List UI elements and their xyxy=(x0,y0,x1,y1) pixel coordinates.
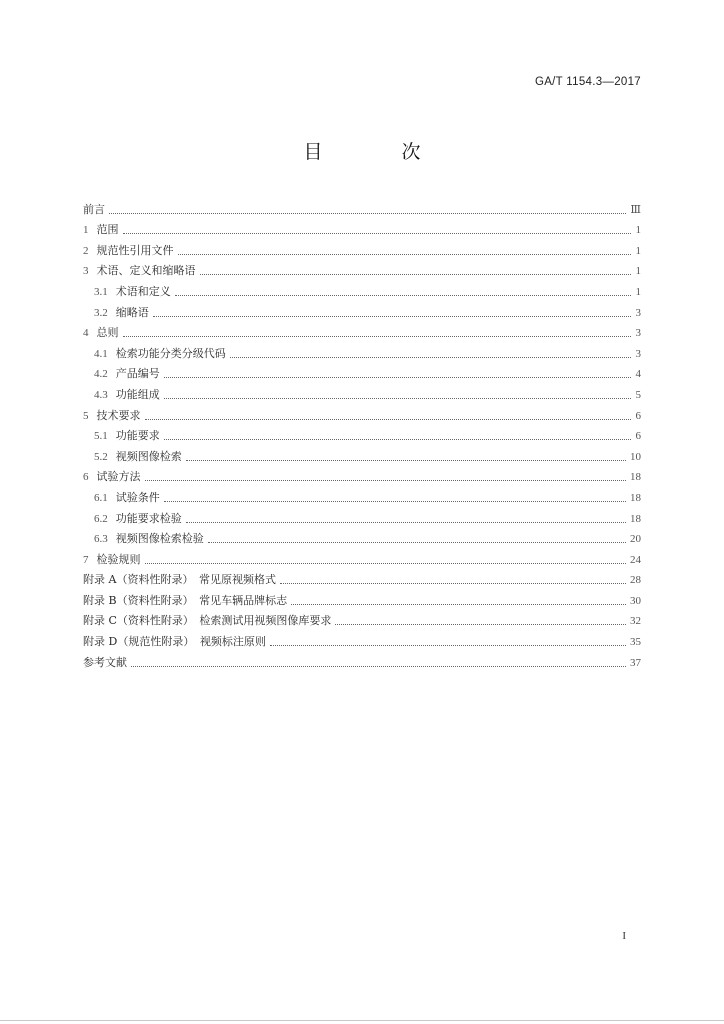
toc-entry-page: 1 xyxy=(635,285,641,298)
toc-entry-page: 3 xyxy=(635,327,641,340)
toc-entry-page: 5 xyxy=(635,388,641,401)
toc-entry-number: 4.3 xyxy=(94,388,108,401)
toc-leader-dots xyxy=(186,522,626,523)
toc-entry[interactable] xyxy=(83,381,641,402)
toc-entry-label: 参考文献 xyxy=(83,655,127,669)
toc-entry-number: 2 xyxy=(83,244,89,257)
toc-entry[interactable] xyxy=(83,258,641,279)
toc-entry-page: 28 xyxy=(630,574,641,587)
toc-leader-dots xyxy=(145,563,627,564)
toc-entry-number: 6.2 xyxy=(94,512,108,525)
toc-entry-label: 术语、定义和缩略语 xyxy=(96,264,196,278)
toc-entry-page: 18 xyxy=(630,512,641,525)
toc-entry-number: 6.1 xyxy=(94,491,108,504)
toc-entry[interactable] xyxy=(83,237,641,258)
toc-entry[interactable] xyxy=(83,299,641,320)
toc-entry-page: 6 xyxy=(635,430,641,443)
toc-entry[interactable] xyxy=(83,649,641,670)
toc-leader-dots xyxy=(208,542,626,543)
toc-entry-label: 规范性引用文件 xyxy=(96,243,174,257)
toc-entry-page: 37 xyxy=(630,656,641,669)
toc-entry[interactable] xyxy=(83,464,641,485)
toc-entry-label: 附录 B（资料性附录） 常见车辆品牌标志 xyxy=(83,593,288,607)
toc-entry[interactable] xyxy=(83,278,641,299)
toc-entry-label: 前言 xyxy=(83,202,105,216)
toc-leader-dots xyxy=(270,645,626,646)
toc-entry-number: 5.2 xyxy=(94,450,108,463)
toc-entry-label: 功能组成 xyxy=(115,387,160,401)
toc-entry-label: 总则 xyxy=(96,326,119,340)
toc-entry-number: 4 xyxy=(83,327,89,340)
toc-entry-page: 1 xyxy=(635,265,641,278)
toc-leader-dots xyxy=(291,604,626,605)
toc-entry[interactable] xyxy=(83,567,641,588)
toc-entry[interactable] xyxy=(83,484,641,505)
toc-entry[interactable] xyxy=(83,546,641,567)
toc-entry-label: 试验方法 xyxy=(96,470,141,484)
page-bottom-divider xyxy=(0,1020,724,1021)
toc-entry-number: 5.1 xyxy=(94,430,108,443)
toc-entry-label: 功能要求 xyxy=(115,429,160,443)
toc-entry-page: 18 xyxy=(630,471,641,484)
toc-leader-dots xyxy=(175,295,631,296)
toc-entry[interactable] xyxy=(83,443,641,464)
toc-entry-page: Ⅲ xyxy=(630,203,641,216)
toc-leader-dots xyxy=(178,254,632,255)
toc-entry-label: 产品编号 xyxy=(115,367,160,381)
toc-entry-label: 视频图像检索检验 xyxy=(115,532,204,546)
toc-leader-dots xyxy=(123,336,632,337)
toc-leader-dots xyxy=(145,480,627,481)
toc-entry-label: 附录 C（资料性附录） 检索测试用视频图像库要求 xyxy=(83,614,332,628)
toc-leader-dots xyxy=(164,398,631,399)
toc-entry-label: 检索功能分类分级代码 xyxy=(115,346,226,360)
toc-entry-number: 6.3 xyxy=(94,533,108,546)
toc-entry-page: 3 xyxy=(635,347,641,360)
toc-entry-page: 18 xyxy=(630,491,641,504)
toc-leader-dots xyxy=(153,316,631,317)
toc-leader-dots xyxy=(280,583,626,584)
toc-entry-number: 6 xyxy=(83,471,89,484)
toc-entry-number: 5 xyxy=(83,409,89,422)
toc-entry[interactable] xyxy=(83,340,641,361)
toc-entry[interactable] xyxy=(83,402,641,423)
toc-entry-page: 32 xyxy=(630,615,641,628)
page-number: I xyxy=(622,930,626,942)
page-title: 目 次 xyxy=(303,141,451,163)
toc-entry[interactable] xyxy=(83,526,641,547)
toc-leader-dots xyxy=(123,233,632,234)
toc-entry-number: 4.2 xyxy=(94,368,108,381)
toc-entry[interactable] xyxy=(83,196,641,217)
toc-entry-page: 6 xyxy=(635,409,641,422)
standard-code: GA/T 1154.3—2017 xyxy=(534,76,641,88)
toc-entry-page: 10 xyxy=(630,450,641,463)
toc-entry-number: 3 xyxy=(83,265,89,278)
toc-entry[interactable] xyxy=(83,217,641,238)
toc-entry-page: 1 xyxy=(635,224,641,237)
toc-entry-page: 1 xyxy=(635,244,641,257)
toc-entry-number: 3.1 xyxy=(94,285,108,298)
toc-leader-dots xyxy=(186,460,626,461)
toc-entry-label: 范围 xyxy=(96,223,119,237)
toc-leader-dots xyxy=(230,357,631,358)
toc-leader-dots xyxy=(335,624,626,625)
toc-leader-dots xyxy=(164,501,626,502)
toc-entry-page: 20 xyxy=(630,533,641,546)
toc-entry-page: 3 xyxy=(635,306,641,319)
toc-leader-dots xyxy=(164,377,631,378)
toc-entry-label: 缩略语 xyxy=(115,305,149,319)
toc-entry-label: 附录 D（规范性附录） 视频标注原则 xyxy=(83,635,266,649)
toc-entry[interactable] xyxy=(83,320,641,341)
toc-entry-label: 附录 A（资料性附录） 常见原视频格式 xyxy=(83,573,276,587)
toc-entry-label: 试验条件 xyxy=(115,490,160,504)
toc-entry-label: 术语和定义 xyxy=(115,284,171,298)
toc-entry[interactable] xyxy=(83,505,641,526)
toc-entry-number: 1 xyxy=(83,224,89,237)
toc-entry[interactable] xyxy=(83,587,641,608)
toc-entry[interactable] xyxy=(83,628,641,649)
toc-leader-dots xyxy=(131,666,626,667)
toc-entry-number: 7 xyxy=(83,553,89,566)
toc-entry-label: 视频图像检索 xyxy=(115,449,182,463)
toc-entry-page: 30 xyxy=(630,594,641,607)
toc-entry-label: 功能要求检验 xyxy=(115,511,182,525)
toc-leader-dots xyxy=(109,213,626,214)
toc-entry-label: 检验规则 xyxy=(96,552,141,566)
toc-entry-page: 4 xyxy=(635,368,641,381)
toc-entry-page: 24 xyxy=(630,553,641,566)
toc-entry-number: 3.2 xyxy=(94,306,108,319)
toc-leader-dots xyxy=(164,439,631,440)
toc-entry[interactable] xyxy=(83,423,641,444)
toc-entry-label: 技术要求 xyxy=(96,408,141,422)
toc-entry[interactable] xyxy=(83,361,641,382)
toc-entry[interactable] xyxy=(83,608,641,629)
table-of-contents xyxy=(83,196,641,670)
toc-leader-dots xyxy=(200,274,632,275)
toc-entry-page: 35 xyxy=(630,636,641,649)
toc-leader-dots xyxy=(145,419,632,420)
toc-entry-number: 4.1 xyxy=(94,347,108,360)
